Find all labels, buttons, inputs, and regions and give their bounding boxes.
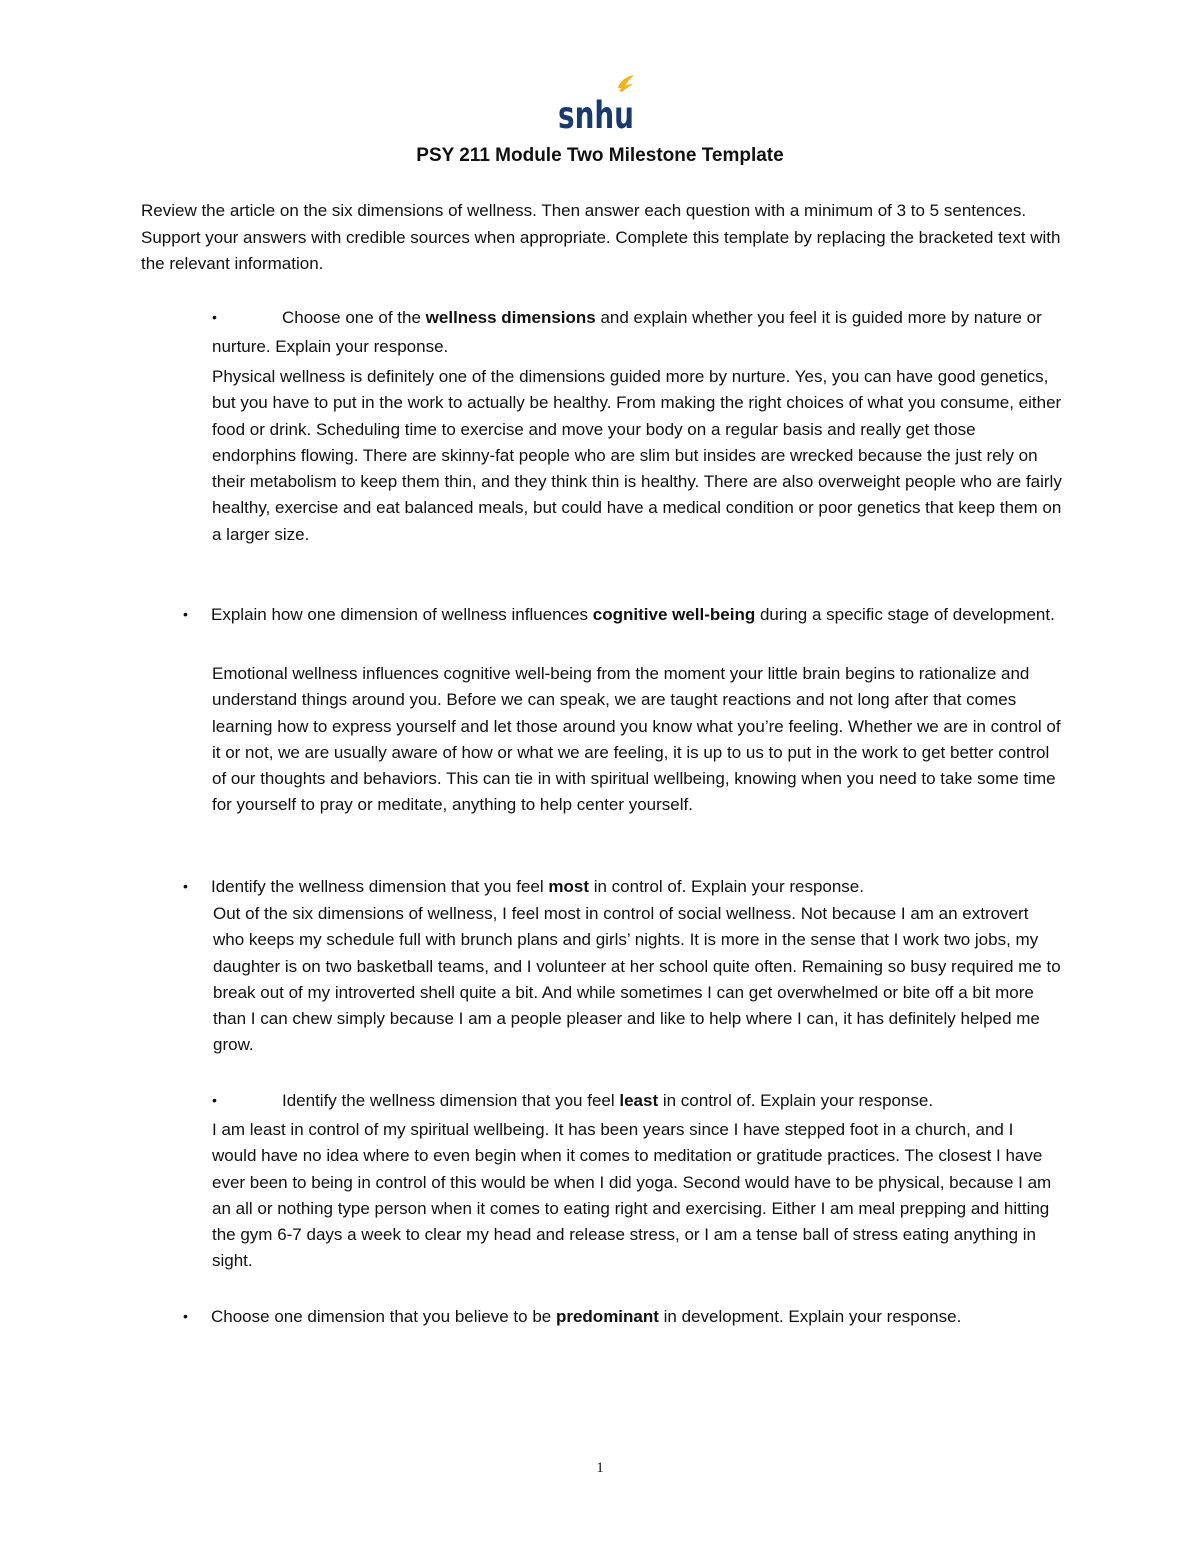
- question-5-text: Choose one dimension that you believe to be: [211, 1307, 556, 1326]
- question-4-keyword: least: [619, 1091, 659, 1110]
- answer-1: Physical wellness is definitely one of the dimensions guided more by nurture. Yes, you can have good genetics, but you have to put in the work to actually be healthy. From making the right choices of what you consume, either food or drink. Scheduling time to exercise and move your body on a regular basis and really get those endorphins flowing. There are skinny-fat people who are slim but insides are wrecked because the just rely on their metabolism to keep them thin, and they think thin is healthy. There are also overweight people who are fairly healthy, exercise and eat balanced meals, but could have a medical condition or poor genetics that keep them on a larger size.: [212, 367, 1062, 544]
- answer-3: Out of the six dimensions of wellness, I feel most in control of social wellness. Not because I am an extrovert who keeps my schedule full with brunch plans and girls’ nights. It is more in the sense that I work two jobs, my daughter is on two basketball teams, and I volunteer at her school quite often. Remaining so busy required me to break out of my introverted shell quite a bit. And while sometimes I can get overwhelmed or bite off a bit more than I can chew simply because I am a people pleaser and like to help where I can, it has definitely helped me grow.: [213, 904, 1061, 1055]
- bullet-2: •: [183, 606, 188, 622]
- question-3: [211, 872, 1061, 901]
- logo-wordmark: snhu: [558, 94, 634, 137]
- bullet-3: •: [183, 878, 188, 894]
- intro-paragraph: Review the article on the six dimensions of wellness. Then answer each question with a minimum of 3 to 5 sentences. Support your answers with credible sources when appropriate. Complete this template by replacing the bracketed text with the relevant information.: [141, 201, 1061, 273]
- question-2: [211, 600, 1061, 629]
- question-5: [211, 1302, 1011, 1331]
- answer-4: I am least in control of my spiritual wellbeing. It has been years since I have stepped foot in a church, and I would have no idea where to even begin when it comes to meditation or gratitude practices. The closest I have ever been to being in control of this would be when I did yoga. Second would have to be physical, because I am an all or nothing type person when it comes to eating right and exercising. Either I am meal prepping and hitting the gym 6-7 days a week to clear my head and release stress, or I am a tense ball of stress eating anything in sight.: [212, 1120, 1052, 1271]
- question-2-keyword: cognitive well-being: [592, 605, 756, 624]
- bullet-4: •: [212, 1092, 217, 1108]
- page-number: 1: [596, 1460, 604, 1476]
- question-1-keyword: wellness dimensions: [425, 308, 596, 327]
- answer-2: Emotional wellness influences cognitive well-being from the moment your little brain begins to rationalize and understand things around you. Before we can speak, we are taught reactions and not long after that comes learning how to express yourself and let those around you know what you’re feeling. Whether we are in control of it or not, we are usually aware of how or what we are feeling, it is up to us to put in the work to get better control of our thoughts and behaviors. This can tie in with spiritual wellbeing, knowing when you need to take some time for yourself to pray or meditate, anything to help center yourself.: [212, 664, 1061, 815]
- question-4: [282, 1086, 1082, 1115]
- question-2-text-end: during a specific stage of development.: [755, 605, 1055, 624]
- question-5-text-end: in development. Explain your response.: [658, 1307, 962, 1326]
- question-5-keyword: predominant: [555, 1307, 659, 1326]
- question-3-keyword: most: [548, 877, 589, 896]
- question-1-text-end: and explain whether you feel it is guided more by nature or nurture. Explain your response.: [212, 308, 1042, 356]
- page-title: PSY 211 Module Two Milestone Template: [416, 145, 784, 166]
- snhu-logo: [556, 74, 638, 137]
- bullet-1: •: [212, 309, 217, 325]
- question-4-text-end: in control of. Explain your response.: [658, 1091, 934, 1110]
- bullet-5: •: [183, 1308, 188, 1324]
- question-3-text-end: in control of. Explain your response.: [589, 877, 864, 896]
- question-1-text: Choose one of the: [282, 308, 426, 327]
- question-4-text: Identify the wellness dimension that you feel: [282, 1091, 620, 1110]
- question-3-text: Identify the wellness dimension that you feel: [211, 877, 549, 896]
- question-1: [212, 303, 1052, 361]
- question-2-text: Explain how one dimension of wellness influences: [211, 605, 593, 624]
